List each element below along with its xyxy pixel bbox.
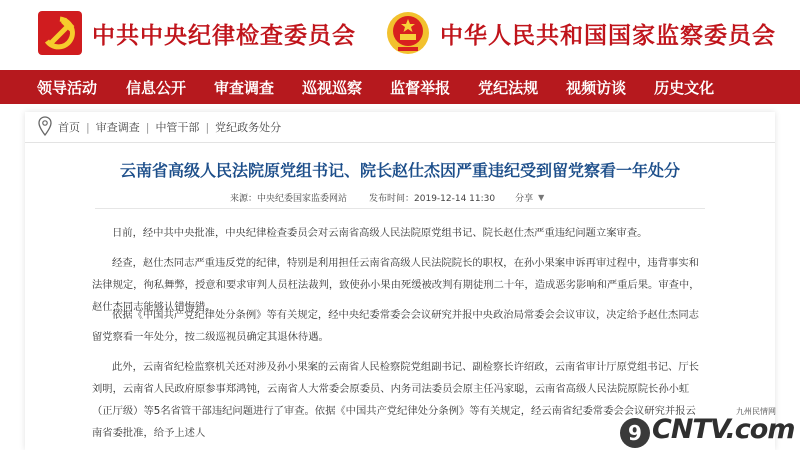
cntv-watermark-logo: CNTV.com (652, 414, 795, 445)
article-paragraph: 经查，赵仕杰同志严重违反党的纪律，特别是利用担任云南省高级人民法院院长的职权，在孙小果案申诉再审过程中，违背事实和法律规定，徇私舞弊，授意和要求审判人员枉法裁判，致使孙小果由死缓被改判有期徒刑二十年，造成恶劣影响和严重后果。审查中，赵仕杰同志能够认错悔错。 (92, 257, 700, 313)
nsc-title: 中华人民共和国国家监察委员会 (440, 21, 776, 49)
main-nav (0, 70, 800, 104)
breadcrumb-central-cadres[interactable]: 中管干部 (155, 121, 200, 134)
national-emblem-icon (386, 11, 430, 55)
ccdi-brand[interactable] (38, 8, 356, 58)
breadcrumb (58, 116, 281, 138)
article-paragraph: 此外，云南省纪检监察机关还对涉及孙小果案的云南省人民检察院党组副书记、副检察长许绍政，云南省审计厅原党组书记、厅长刘明，云南省人民政府原参事郑鸿钝，云南省人大常委会原委员、内务司法委员会原主任冯家聪，云南省高级人民法院原院长孙小虹（正厅级）等5名省管干部违纪问题进行了审查。依据《中国共产党纪律处分条例》等有关规定，经云南省纪委常委会会议研究并报云南省委批准，给予上述人 (92, 361, 699, 439)
nav-item-info[interactable]: 信息公开 (126, 78, 187, 97)
article-paragraph: 依据《中国共产党纪律处分条例》等有关规定，经中央纪委常委会会议研究并报中央政治局常委会会议审议，决定给予赵仕杰同志留党察看一年处分，按二级巡视员确定其退休待遇。 (92, 309, 699, 343)
meta-divider (95, 208, 705, 209)
watermark-subtitle: 九州民情网 (736, 407, 776, 416)
share-button[interactable] (515, 191, 544, 204)
nav-item-video[interactable]: 视频访谈 (566, 78, 627, 97)
nav-item-regulations[interactable]: 党纪法规 (478, 78, 539, 97)
article-date: 发布时间：2019-12-14 11:30 (369, 194, 496, 204)
article-source: 来源：中央纪委国家监委网站 (230, 194, 348, 204)
breadcrumb-divider (25, 142, 775, 143)
ccdi-title: 中共中央纪律检查委员会 (92, 21, 356, 49)
site-header (0, 0, 800, 70)
article-title: 云南省高级人民法院原党组书记、院长赵仕杰因严重违纪受到留党察看一年处分 (119, 161, 680, 180)
breadcrumb-separator: | (86, 120, 90, 134)
breadcrumb-separator: | (205, 120, 210, 134)
chevron-down-icon: ▼ (538, 193, 545, 202)
breadcrumb-separator: | (145, 120, 150, 134)
nav-item-report[interactable]: 监督举报 (390, 78, 451, 97)
breadcrumb-home[interactable]: 首页 (58, 121, 80, 134)
share-label: 分享 (515, 194, 534, 204)
article-paragraph: 日前，经中共中央批准，中央纪律检查委员会对云南省高级人民法院原党组书记、院长赵仕杰严重违纪问题立案审查。 (112, 227, 648, 239)
party-emblem-icon (38, 11, 82, 55)
article-meta (230, 191, 544, 204)
breadcrumb-investigation[interactable]: 审查调查 (95, 121, 140, 134)
nav-item-leadership[interactable]: 领导活动 (37, 78, 98, 97)
nav-item-history[interactable]: 历史文化 (654, 78, 715, 97)
location-pin-icon (38, 116, 52, 136)
breadcrumb-discipline[interactable]: 党纪政务处分 (215, 121, 282, 134)
nsc-brand[interactable] (386, 8, 776, 58)
channel-number-badge: 9 (620, 418, 650, 448)
nav-item-inspection[interactable]: 巡视巡察 (302, 78, 363, 97)
nav-item-investigation[interactable]: 审查调查 (214, 78, 275, 97)
